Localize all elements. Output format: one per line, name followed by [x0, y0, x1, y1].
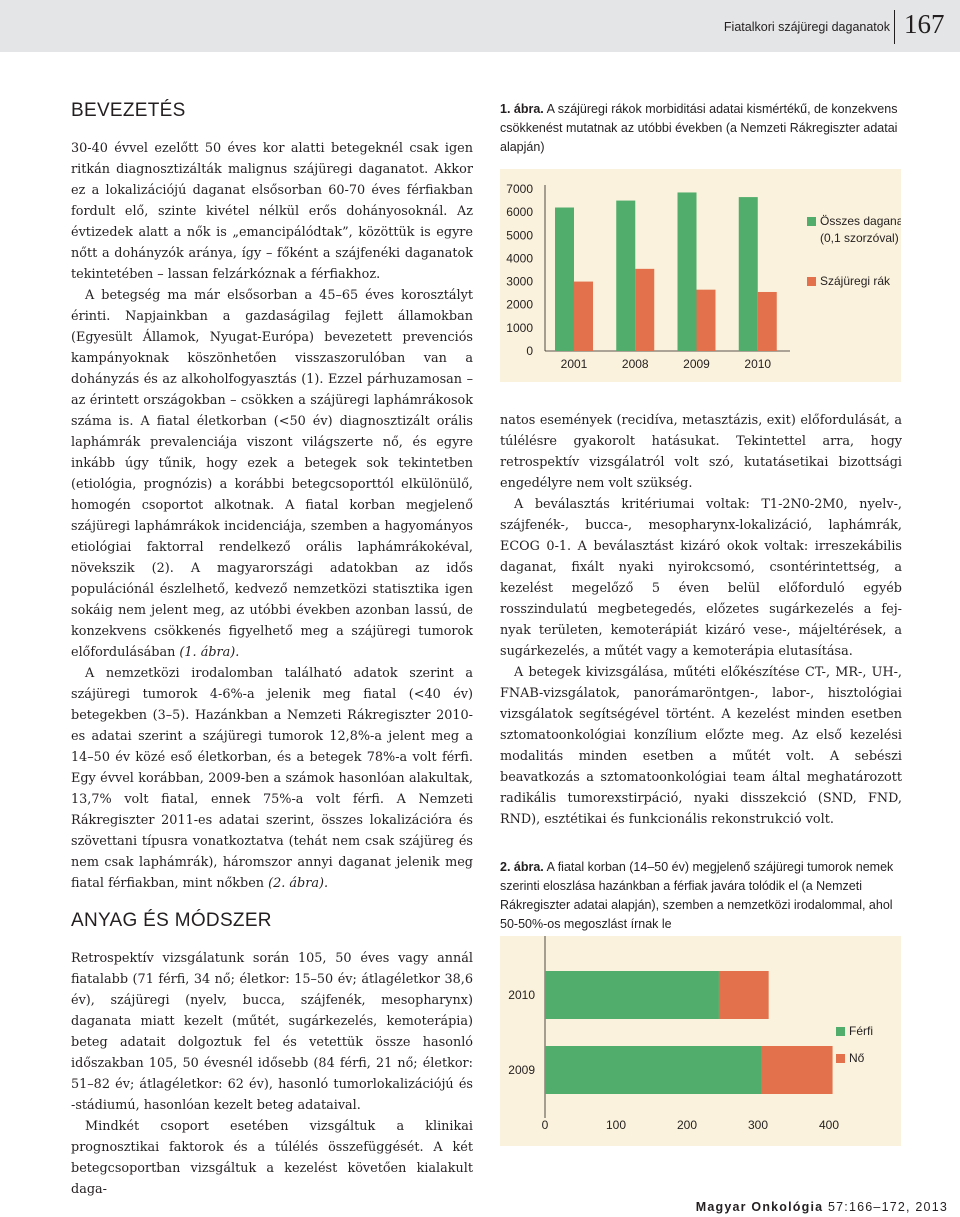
legend-label-1: Szájüregi rák [820, 274, 891, 288]
figure-2-reference: (2. ábra). [268, 876, 329, 891]
figure-1-reference: (1. ábra). [179, 645, 240, 660]
bar-szájüregi-2008 [635, 269, 654, 351]
bar-szájüregi-2010 [758, 292, 777, 351]
right-column-text [500, 410, 902, 830]
right-paragraph-3: A betegek kivizsgálása, műtéti előkészítése CT-, MR-, UH-, FNAB-vizsgálatok, panorámaröntgen-, labor-, hisztológiai vizsgálatok segítségével történt. A kezelést minden esetben sztomatoonkológiai konzílium előzte meg. Az első kezelési modalitás minden esetben a műtét volt. A sebészi beavatkozás a sztomatoonkológiai team által meghatározott radikális tumorexstirpáció, nyaki disszekció (SND, FND, RND), esztétikai és funkcionális rekonstrukció volt. [500, 665, 902, 827]
intro-paragraph-3 [71, 663, 473, 894]
x-tick-label: 2001 [560, 357, 588, 371]
y-tick-label: 1000 [506, 320, 533, 335]
x-tick-label: 400 [818, 1118, 840, 1132]
left-column [71, 100, 473, 1200]
figure-1-chart [500, 169, 901, 382]
legend-label-0: (0,1 szorzóval) [820, 231, 899, 245]
section-heading-intro: BEVEZETÉS [71, 100, 186, 121]
figure-2-caption-text: A fiatal korban (14–50 év) megjelenő szájüregi tumorok nemek szerinti eloszlása hazánkban a férfiak javára tolódik el (a Nemzeti Rákregiszter adatai alapján), szemben a nemzetközi irodalommal, ahol 50-50%-os megoszlást írnak le [500, 860, 894, 931]
bar-no-2010 [719, 971, 769, 1019]
page-number: 167 [904, 9, 945, 39]
intro-paragraph-2 [71, 285, 473, 663]
bar-összes-2008 [616, 201, 635, 351]
x-tick-label: 200 [676, 1118, 698, 1132]
bar-forfi-2010 [545, 971, 719, 1019]
y-tick-label: 0 [526, 344, 533, 358]
figure-2-svg [500, 936, 901, 1146]
bar-összes-2010 [739, 197, 758, 351]
right-paragraph-2: A beválasztás kritériumai voltak: T1-2N0-2M0, nyelv-, szájfenék-, bucca-, mesopharynx-lokalizáció, laphámrák, ECOG 0-1. A beválasztást kizáró okok voltak: irreszekábilis daganat, fixált nyaki nyirokcsomó, csontérintettség, a kezelést megelőző 5 éven belül előforduló egyéb rosszindulatú megbetegedés, előzetes sugárkezelés a fej-nyak területen, kemoterápiát kizáró vese-, májeltérések, a sugárkezelés, a műtét vagy a kemoterápia elutasítása. [500, 497, 902, 659]
intro-paragraph-3-text: A nemzetközi irodalomban található adatok szerint a szájüregi tumorok 4-6%-a jelenik meg fiatal (<40 év) betegekben (3–5). Hazánkban a Nemzeti Rákregiszter 2010-es adatai szerint a szájüregi tumorok 12,8%-a jelent meg a 14–50 év közé eső életkorban, és a betegek 78%-a volt férfi. Egy évvel korábban, 2009-ben a számok hasonlóan alakultak, 13,7% volt fiatal, ennek 75%-a volt férfi. A Nemzeti Rákregiszter 2011-es adatai szerint, összes lokalizációra és szövettani típusra vonatkoztatva (tehát nem csak szájüreg és nem csak laphámrák), háromszor annyi daganat jelenik meg fiatal férfiakban, mint nőkben [71, 666, 473, 891]
y-tick-label: 7000 [506, 182, 533, 196]
bar-forfi-2009 [545, 1046, 762, 1094]
journal-citation: 57:166–172, 2013 [828, 1200, 948, 1214]
bar-szájüregi-2001 [574, 282, 593, 351]
bar-no-2009 [762, 1046, 833, 1094]
y-tick-label: 3000 [506, 274, 533, 289]
legend-label-0: Férfi [849, 1024, 873, 1038]
x-tick-label: 2008 [621, 357, 649, 371]
legend-swatch-0 [836, 1027, 845, 1036]
page-header [0, 0, 960, 52]
page-footer [696, 1200, 948, 1214]
journal-name: Magyar Onkológia [695, 1200, 824, 1214]
header-divider [894, 10, 895, 44]
legend-swatch-0 [807, 217, 816, 226]
bar-szájüregi-2009 [697, 290, 716, 351]
y-tick-label: 6000 [506, 205, 533, 220]
figure-1-caption [500, 100, 902, 157]
figure-1-caption-text: A szájüregi rákok morbiditási adatai kismértékű, de konzekvens csökkenést mutatnak az utóbbi években (a Nemzeti Rákregiszter adatai alapján) [500, 102, 898, 154]
methods-paragraph-2: Mindkét csoport esetében vizsgáltuk a klinikai prognosztikai faktorok és a túlélés összefüggését. A két betegcsoportban vizsgáltuk a kezelést követően kialakult daga- [71, 1119, 473, 1197]
legend-swatch-1 [836, 1054, 845, 1063]
x-tick-label: 100 [605, 1118, 627, 1132]
figure-1-svg [500, 169, 901, 382]
legend-swatch-1 [807, 277, 816, 286]
intro-paragraph-1: 30-40 évvel ezelőtt 50 éves kor alatti betegeknél csak igen ritkán diagnosztizálták malignus szájüregi daganatot. Akkor ez a lokalizációjú daganat elsősorban 60-70 éves férfiakban fordult elő, szinte kivétel nélkül erős dohányosoknál. Az évtizedek alatt a nők is „emancipálódtak”, közöttük is egyre nőtt a dohányzók aránya, így – főként a szájfenéki daganatok tekintetében – lassan felzárkóznak a férfiakhoz. [71, 141, 473, 282]
figure-2-chart [500, 936, 901, 1146]
y-tick-label: 2009 [508, 1063, 535, 1077]
figure-2-caption [500, 858, 902, 934]
bar-összes-2001 [555, 208, 574, 351]
legend-label-0: Összes daganat [820, 214, 901, 228]
y-tick-label: 4000 [506, 251, 533, 266]
x-tick-label: 0 [541, 1118, 549, 1132]
y-tick-label: 2010 [508, 988, 535, 1002]
x-tick-label: 300 [747, 1118, 769, 1132]
methods-paragraph-1: Retrospektív vizsgálatunk során 105, 50 éves vagy annál fiatalabb (71 férfi, 34 nő; életkor: 15–50 év; átlagéletkor 38,6 év), szájüregi (nyelv, bucca, szájfenék, mesopharynx) daganata miatt kezelt (műtét, sugárkezelés, kemoterápia) beteg adatait dolgoztuk fel és vetettük össze hasonló időszakban 105, 50 évesnél idősebb (84 férfi, 21 nő; életkor: 51–82 év; átlagéletkor: 62 év), hasonló tumorlokalizációjú és -stádiumú, hasonlóan kezelt beteg adataival. [71, 951, 473, 1113]
figure-2-label: 2. ábra. [500, 860, 544, 874]
running-title: Fiatalkori szájüregi daganatok [723, 20, 890, 34]
y-tick-label: 5000 [506, 228, 533, 243]
right-paragraph-1: natos események (recidíva, metasztázis, exit) előfordulását, a túlélésre gyakorolt hatásukat. Tekintettel arra, hogy retrospektív vizsgálatról volt szó, kutatásetikai bizottsági engedélyre nem volt szükség. [500, 413, 902, 491]
x-tick-label: 2009 [683, 357, 710, 371]
legend-label-1: Nő [849, 1051, 865, 1065]
bar-összes-2009 [678, 192, 697, 351]
section-heading-methods: ANYAG ÉS MÓDSZER [71, 910, 272, 931]
intro-paragraph-2-text: A betegség ma már elsősorban a 45–65 éves korosztályt érinti. Napjainkban a gazdaságilag fejlett államokban (Egyesült Államok, Nyugat-Európa) bevezetett prevenciós kampányoknak köszönhetően visszaszorulóban van a dohányzás és az alkoholfogyasztás (1). Ezzel párhuzamosan – az érintett országokban – csökken a szájüregi laphámrákosok száma is. A fiatal életkorban (<50 év) diagnosztizált orális laphámrák prevalenciája viszont világszerte nő, és egyre inkább úgy tűnik, hogy ezek a betegek sok tekintetben (etiológia, prognózis) a korábbi betegcsoporttól elkülönülő, homogén csoportot alkotnak. A fiatal korban megjelenő szájüregi laphámrákok incidenciája, szemben a hagyományos etiológiai faktorral rendelkező orális laphámrákokéval, növekszik (2). A magyarországi adatokban az idős populációnál észlelhető, kedvező nemzetközi statisztika igen sokáig nem jelent meg, az utóbbi években azonban lassú, de konzekvens csökkenés figyelhető meg a szájüregi tumorok előfordulásában [71, 288, 473, 660]
x-tick-label: 2010 [744, 357, 772, 371]
figure-1-label: 1. ábra. [500, 102, 544, 116]
y-tick-label: 2000 [506, 297, 533, 312]
